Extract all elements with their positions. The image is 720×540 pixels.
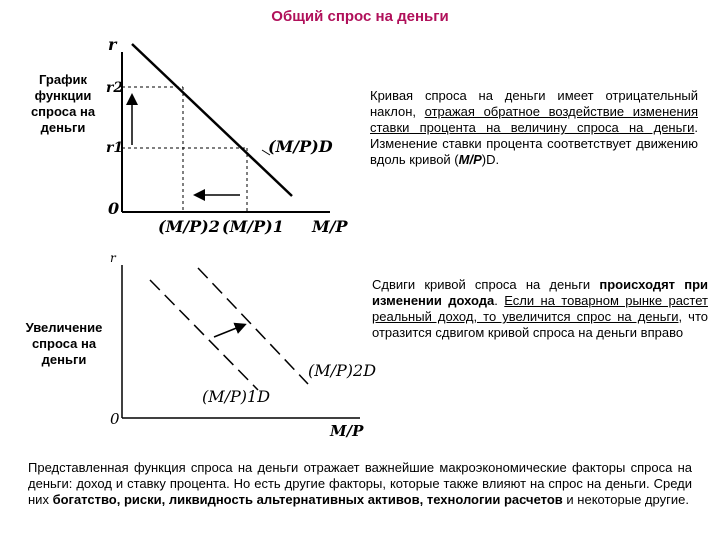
graph2-origin: 0 bbox=[110, 410, 120, 428]
graph2-side-label: Увеличение спроса на деньги bbox=[25, 320, 103, 367]
graph1-side-label: График функции спроса на деньги bbox=[30, 72, 96, 135]
graph1-r1-label: r1 bbox=[106, 140, 124, 156]
graph2-curve-1-label: (M/P)1D bbox=[202, 387, 271, 406]
graph1-origin: 0 bbox=[108, 199, 120, 218]
graph2-shift-arrow bbox=[214, 325, 244, 337]
graph1-curve-label: (M/P)D bbox=[268, 137, 333, 156]
graph2-y-label: r bbox=[110, 251, 116, 265]
graph2-x-label: M/P bbox=[330, 422, 364, 440]
graph1-x-tick-m1: (M/P)1 bbox=[222, 217, 284, 236]
page-title: Общий спрос на деньги bbox=[271, 8, 449, 25]
paragraph-shift: Сдвиги кривой спроса на деньги происходят при изменении дохода. Если на товарном рынке растет реальный доход, то увеличится спрос на деньги, что отразится сдвигом кривой спроса на деньги вправо bbox=[372, 277, 709, 340]
graph2-curve-2 bbox=[198, 268, 308, 384]
graph1-x-tick-m2: (M/P)2 bbox=[158, 217, 220, 236]
graph1-x-label: M/P bbox=[312, 217, 348, 236]
graph1-r2-label: r2 bbox=[106, 80, 124, 96]
graph2-curve-2-label: (M/P)2D bbox=[308, 361, 377, 380]
graph1-y-label: r bbox=[108, 35, 117, 54]
graph2-curve-1 bbox=[150, 280, 258, 390]
paragraph-slope: Кривая спроса на деньги имеет отрицательный наклон, отражая обратное воздействие изменения ставки процента на величину спроса на деньги. Изменение ставки процента соответствует движению вдоль кривой (M/P)D. bbox=[370, 88, 698, 167]
paragraph-factors: Представленная функция спроса на деньги отражает важнейшие макроэкономические факторы спроса на деньги: доход и ставку процента. Но есть другие факторы, которые также влияют на спрос на деньги. Среди них богатство, риски, ликвидность альтернативных активов, технологии расчетов и некоторые другие. bbox=[28, 460, 692, 507]
